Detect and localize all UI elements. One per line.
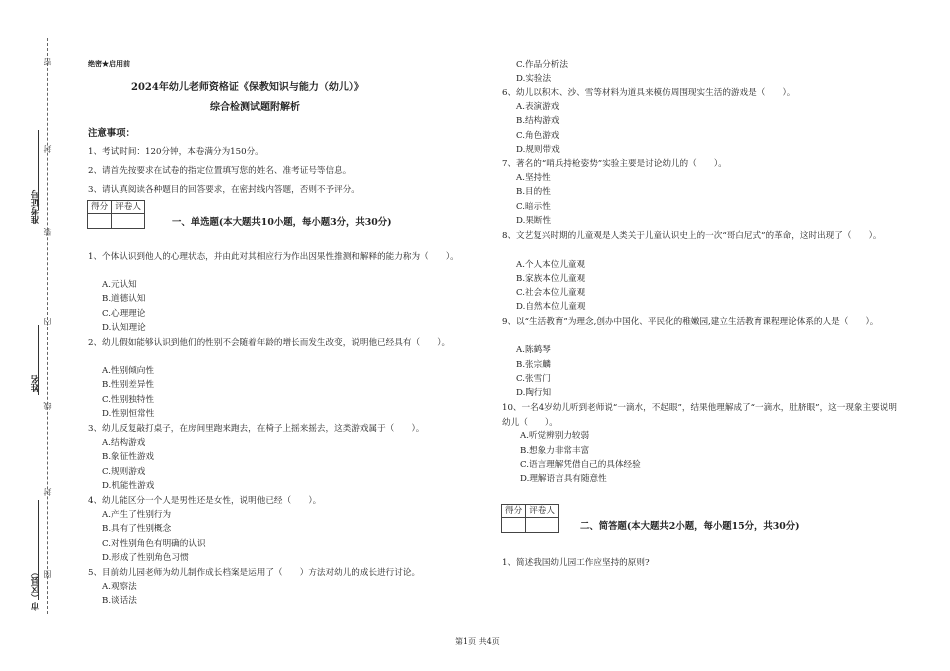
option: B.象征性游戏 xyxy=(102,452,155,462)
option: C.社会本位儿童观 xyxy=(516,288,586,298)
grader-label: 评卷人 xyxy=(112,201,145,214)
score-box-2 xyxy=(501,504,559,533)
option: B.谈话法 xyxy=(102,596,137,606)
option: A.坚持性 xyxy=(516,173,551,183)
option: A.产生了性别行为 xyxy=(102,510,172,520)
page-title: 2024年幼儿老师资格证《保教知识与能力（幼儿）》 xyxy=(131,82,364,93)
question-6: 6、幼儿以积木、沙、雪等材料为道具来模仿周围现实生活的游戏是（ ）。 xyxy=(502,88,796,98)
question-2: 2、幼儿假如能够认识到他们的性别不会随着年龄的增长而发生改变，说明他已经具有（ ）。 xyxy=(88,338,451,348)
confidential-mark: 绝密★启用前 xyxy=(88,59,130,68)
binding-char: 线 xyxy=(43,402,52,410)
option: B.性别差异性 xyxy=(102,380,155,390)
option: D.机能性游戏 xyxy=(102,481,155,491)
question-4: 4、幼儿能区分一个人是男性还是女性，说明他已经（ ）。 xyxy=(88,496,322,506)
binding-char: 封 xyxy=(43,488,52,496)
option: C.语言理解凭借自己的具体经验 xyxy=(520,460,641,470)
option: C.作品分析法 xyxy=(516,60,568,70)
option: A.听觉辨别力较弱 xyxy=(520,431,590,441)
section2-title: 二、简答题(本大题共2小题，每小题15分，共30分) xyxy=(580,521,800,532)
option: D.自然本位儿童观 xyxy=(516,302,586,312)
option: C.心理理论 xyxy=(102,309,146,319)
score-box-1 xyxy=(87,200,145,229)
option: A.陈鹤琴 xyxy=(516,345,551,355)
binding-char: 装 xyxy=(43,228,52,236)
option: C.规则游戏 xyxy=(102,467,146,477)
option: D.实验法 xyxy=(516,74,552,84)
option: A.观察法 xyxy=(102,582,137,592)
notice-item: 3、请认真阅读各种题目的回答要求，在密封线内答题，否则不予评分。 xyxy=(88,185,360,195)
option: A.性别倾向性 xyxy=(102,366,154,376)
question-8: 8、文艺复兴时期的儿童观是人类关于儿童认识史上的一次“哥白尼式”的革命，这时出现了（ ）。 xyxy=(502,231,882,241)
name-label: 姓名 xyxy=(31,375,41,392)
option: A.元认知 xyxy=(102,280,137,290)
option: B.结构游戏 xyxy=(516,116,560,126)
short-answer-question-1: 1、简述我国幼儿园工作应坚持的原则? xyxy=(502,558,650,568)
name-field[interactable] xyxy=(38,325,39,395)
district-field[interactable] xyxy=(38,500,39,600)
option: C.性别独特性 xyxy=(102,395,154,405)
option: C.张雪门 xyxy=(516,374,551,384)
option: B.张宗麟 xyxy=(516,360,551,370)
score-label: 得分 xyxy=(88,201,112,214)
binding-char: 密 xyxy=(43,58,52,66)
notice-item: 1、考试时间：120分钟，本卷满分为150分。 xyxy=(88,147,264,157)
score-cell[interactable] xyxy=(88,214,112,229)
page-footer: 第1页 共4页 xyxy=(455,637,500,646)
option: B.想象力非常丰富 xyxy=(520,446,590,456)
option: A.表演游戏 xyxy=(516,102,560,112)
option: C.暗示性 xyxy=(516,202,551,212)
binding-char: 图 xyxy=(43,570,52,578)
option: C.角色游戏 xyxy=(516,131,560,141)
notice-item: 2、请首先按要求在试卷的指定位置填写您的姓名、准考证号等信息。 xyxy=(88,166,352,176)
score-label: 得分 xyxy=(502,505,526,518)
option: D.理解语言具有随意性 xyxy=(520,474,607,484)
option: A.个人本位儿童观 xyxy=(516,260,586,270)
binding-char: 封 xyxy=(43,145,52,153)
grader-cell[interactable] xyxy=(112,214,145,229)
question-7: 7、著名的“哨兵持枪姿势”实验主要是讨论幼儿的（ ）。 xyxy=(502,159,727,169)
option: B.具有了性别概念 xyxy=(102,524,172,534)
grader-cell[interactable] xyxy=(526,518,559,533)
question-10: 10、一名4岁幼儿听到老师说“一滴水，不起眼”，结果他理解成了“一滴水，肚脐眼”，这一现象主要说明幼儿（ ）。 xyxy=(502,403,897,428)
option: D.规则带戏 xyxy=(516,145,560,155)
question-1: 1、个体认识到他人的心理状态，并由此对其相应行为作出因果性推测和解释的能力称为（ ）。 xyxy=(88,252,459,262)
option: B.家族本位儿童观 xyxy=(516,274,586,284)
option: D.认知理论 xyxy=(102,323,146,333)
notice-heading: 注意事项： xyxy=(88,128,135,139)
grader-label: 评卷人 xyxy=(526,505,559,518)
section1-title: 一、单选题(本大题共10小题，每小题3分，共30分) xyxy=(172,217,392,228)
binding-dashed-line xyxy=(47,38,48,614)
question-3: 3、幼儿反复敲打桌子，在房间里跑来跑去，在椅子上摇来摇去，这类游戏属于（ ）。 xyxy=(88,424,425,434)
question-5: 5、目前幼儿园老师为幼儿制作成长档案是运用了（ ）方法对幼儿的成长进行讨论。 xyxy=(88,568,421,578)
option: B.目的性 xyxy=(516,187,551,197)
page-subtitle: 综合检测试题附解析 xyxy=(210,102,300,113)
option: C.对性别角色有明确的认识 xyxy=(102,539,206,549)
binding-char: 内 xyxy=(43,318,52,326)
score-cell[interactable] xyxy=(502,518,526,533)
district-label: 市（区县） xyxy=(31,568,41,611)
option: D.性别恒常性 xyxy=(102,409,155,419)
option: D.形成了性别角色习惯 xyxy=(102,553,189,563)
option: A.结构游戏 xyxy=(102,438,146,448)
option: D.陶行知 xyxy=(516,388,552,398)
exam-number-label: 准考证号 xyxy=(31,190,41,224)
question-9: 9、以“生活教育”为理念,创办中国化、平民化的稚嫩园,建立生活教育课程理论体系的人是（ ）。 xyxy=(502,317,879,327)
option: B.道德认知 xyxy=(102,294,146,304)
option: D.果断性 xyxy=(516,216,552,226)
exam-number-field[interactable] xyxy=(38,130,39,210)
